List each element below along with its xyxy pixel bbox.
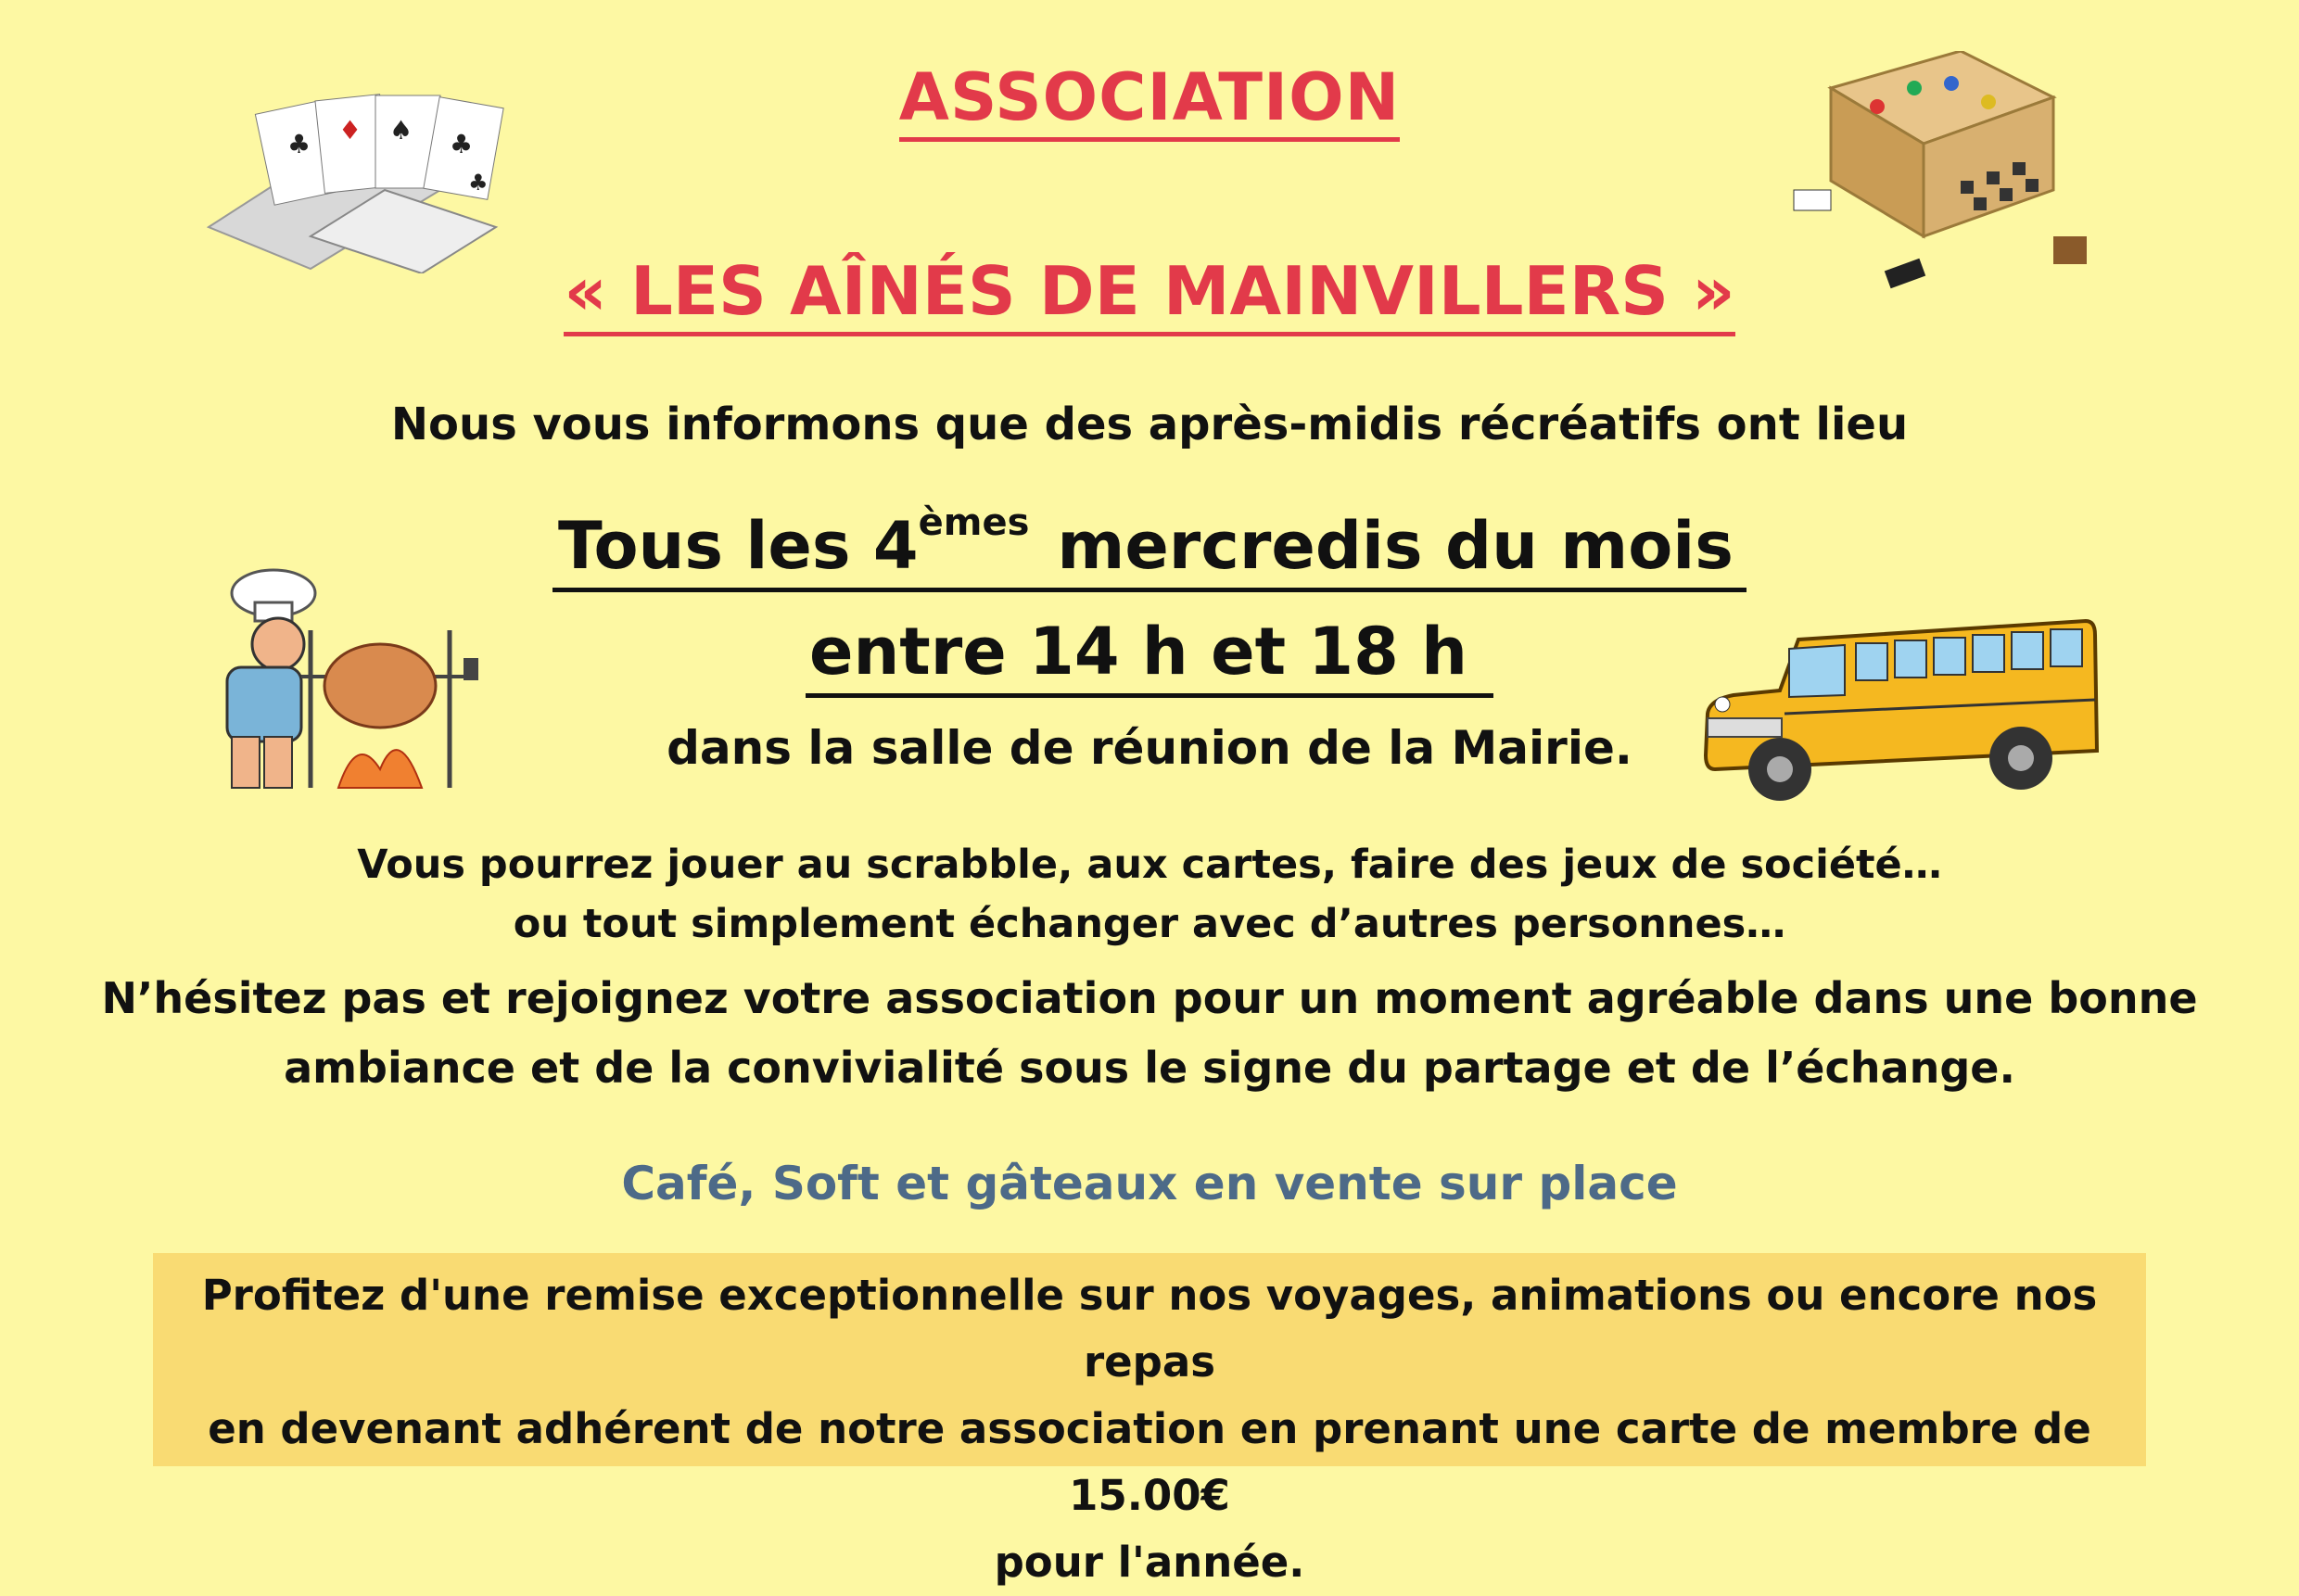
promo-line-1: Profitez d'une remise exceptionnelle sur nos voyages, animations ou encore nos repas xyxy=(201,1271,2098,1387)
svg-text:♠: ♠ xyxy=(389,115,413,146)
snacks-text: Café, Soft et gâteaux en vente sur place xyxy=(621,1157,1678,1210)
day-suffix: mercredis du mois xyxy=(1057,508,1734,584)
activities-line-2: ou tout simplement échanger avec d’autres personnes… xyxy=(513,901,1786,947)
promo-line-2: en devenant adhérent de notre association en prenant une carte de membre de 15.00€ xyxy=(208,1404,2091,1520)
schedule-days-underline xyxy=(553,500,1746,592)
association-name: « LES AÎNÉS DE MAINVILLERS » xyxy=(564,252,1734,336)
invitation-line-2: ambiance et de la convivialité sous le signe du partage et de l’échange. xyxy=(284,1043,2015,1093)
svg-text:♣: ♣ xyxy=(287,129,311,159)
day-prefix: Tous les 4 xyxy=(558,508,919,584)
location-text: dans la salle de réunion de la Mairie. xyxy=(667,721,1632,775)
day-ordinal-suffix: èmes xyxy=(918,500,1030,544)
intro-text: Nous vous informons que des après-midis récréatifs ont lieu xyxy=(390,399,1909,450)
association-heading xyxy=(0,59,2299,135)
svg-text:♣: ♣ xyxy=(468,170,489,196)
promo-band xyxy=(153,1253,2146,1587)
promo-line-3: pour l'année. xyxy=(994,1538,1305,1587)
schedule-hours xyxy=(0,614,2299,690)
schedule-hours-text: entre 14 h et 18 h xyxy=(806,614,1493,698)
activities-line-1: Vous pourrez jouer au scrabble, aux cartes, faire des jeux de société… xyxy=(357,842,1942,888)
association-title: ASSOCIATION xyxy=(899,59,1400,142)
schedule-days xyxy=(0,500,2299,584)
invitation-line-1: N’hésitez pas et rejoignez votre association pour un moment agréable dans une bonne xyxy=(101,973,2198,1023)
association-name-heading xyxy=(0,252,2299,330)
svg-text:♦: ♦ xyxy=(338,115,362,146)
svg-text:♣: ♣ xyxy=(450,129,474,159)
